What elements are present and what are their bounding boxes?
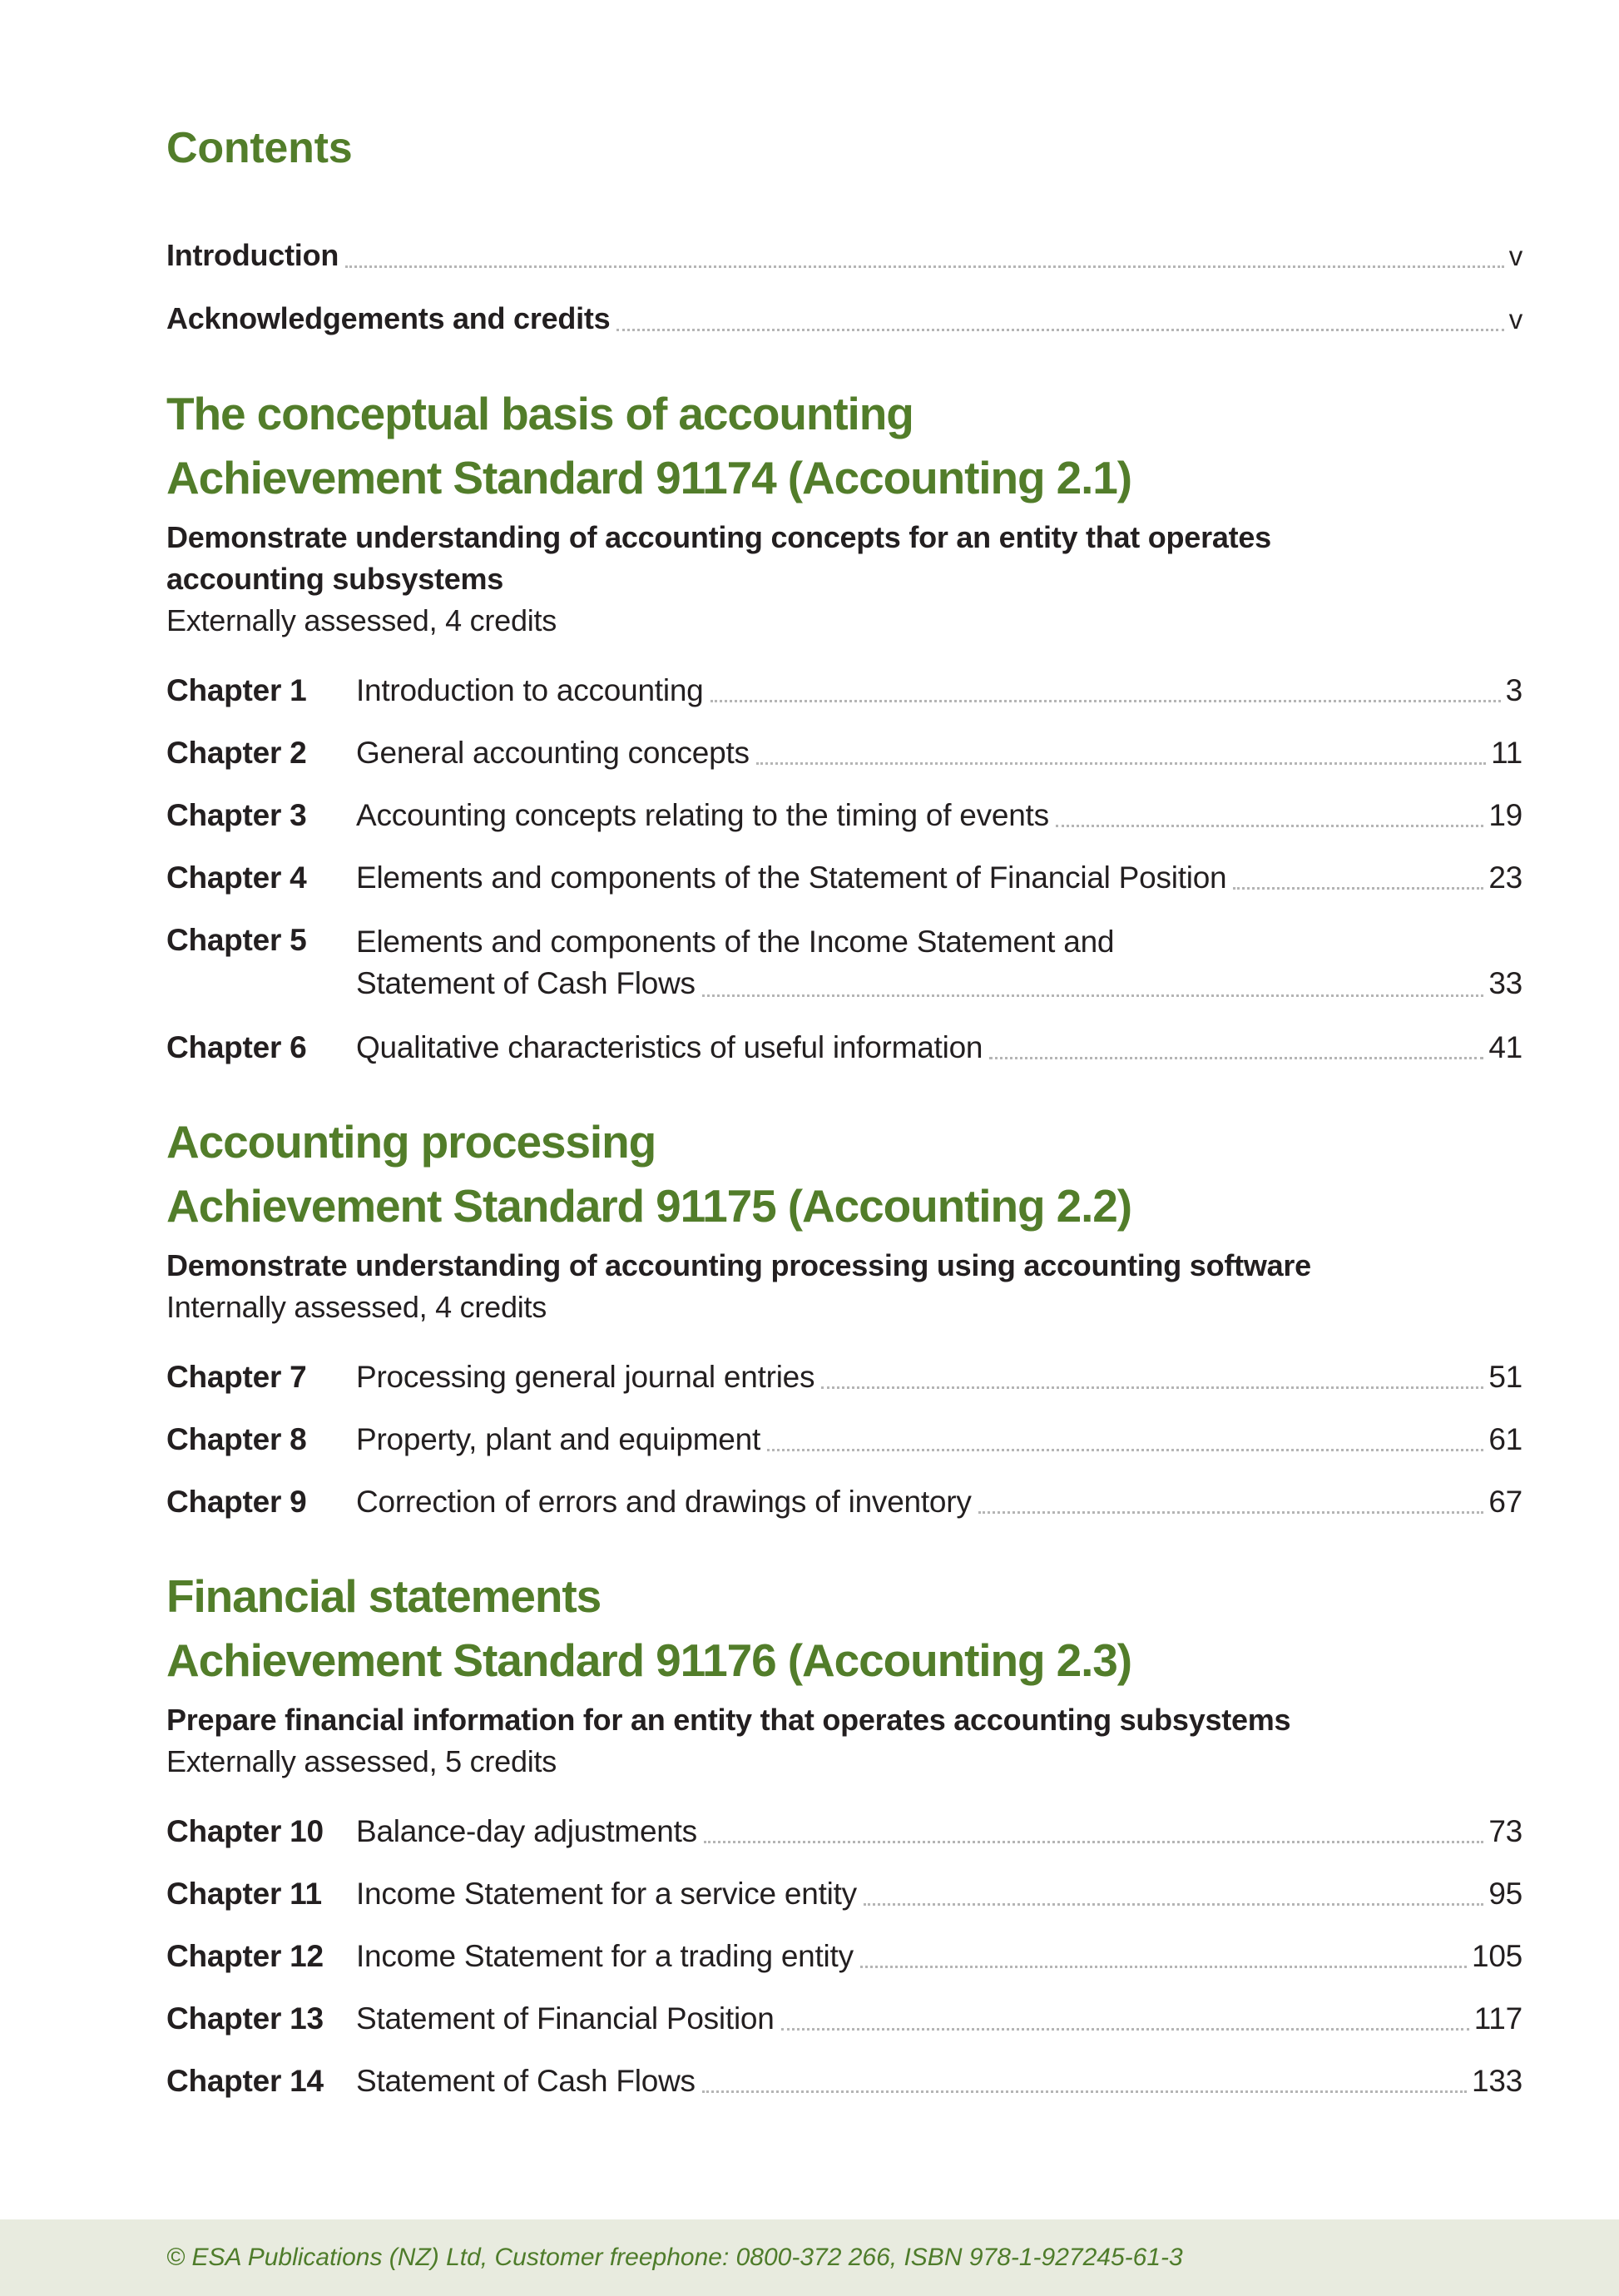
section-heading-line2: Achievement Standard 91176 (Accounting 2.3) <box>166 1634 1132 1686</box>
toc-entry-chapter-6 <box>166 1029 1522 1067</box>
toc-entry-chapter-3 <box>166 796 1522 835</box>
toc-entry-chapter-12 <box>166 1937 1522 1976</box>
section-description: Prepare financial information for an entity that operates accounting subsystems <box>166 1703 1291 1737</box>
chapter-page-number: 133 <box>1471 2064 1522 2098</box>
chapter-title: Elements and components of the Statement of Financial Position <box>356 860 1227 895</box>
dotted-leader <box>978 1511 1484 1514</box>
section-heading <box>166 1110 1522 1238</box>
dotted-leader <box>864 1903 1483 1906</box>
section-conceptual-basis <box>166 382 1522 1067</box>
toc-entry-chapter-8 <box>166 1421 1522 1459</box>
page-content <box>166 125 1522 2125</box>
toc-entry-chapter-13 <box>166 2000 1522 2038</box>
footer-band <box>0 2219 1619 2296</box>
footer-imprint-text: © ESA Publications (NZ) Ltd, Customer freephone: 0800-372 266, ISBN 978-1-927245-61-3 <box>166 2244 1183 2271</box>
toc-entry-label: Introduction <box>166 238 339 272</box>
toc-page-number: v <box>1508 241 1522 271</box>
dotted-leader <box>710 700 1501 702</box>
toc-entry-chapter-7 <box>166 1358 1522 1396</box>
chapter-page-number: 3 <box>1505 673 1522 707</box>
chapter-title-line <box>356 734 1522 772</box>
section-assessment: Externally assessed, 5 credits <box>166 1744 557 1778</box>
dotted-leader <box>702 994 1483 997</box>
chapter-title-line <box>356 1029 1522 1067</box>
toc-page-number: v <box>1508 304 1522 335</box>
dotted-leader <box>616 329 1503 331</box>
section-heading-line1: The conceptual basis of accounting <box>166 388 913 439</box>
chapter-title: Statement of Cash Flows <box>356 966 696 1000</box>
chapter-label: Chapter 5 <box>166 923 307 957</box>
chapter-page-number: 73 <box>1488 1814 1522 1848</box>
section-heading-line1: Accounting processing <box>166 1116 656 1168</box>
toc-entry-chapter-11 <box>166 1875 1522 1913</box>
dotted-leader <box>1056 825 1483 827</box>
dotted-leader <box>345 265 1504 268</box>
chapter-page-number: 51 <box>1488 1360 1522 1394</box>
dotted-leader <box>821 1386 1483 1389</box>
toc-entry-chapter-4 <box>166 859 1522 897</box>
toc-entry-chapter-10 <box>166 1813 1522 1851</box>
toc-entry-label: Acknowledgements and credits <box>166 301 611 335</box>
chapter-page-number: 105 <box>1471 1939 1522 1973</box>
chapter-title-line <box>356 1875 1522 1913</box>
chapter-label: Chapter 7 <box>166 1360 307 1394</box>
chapter-title: Income Statement for a trading entity <box>356 1939 854 1973</box>
toc-entry-chapter-1 <box>166 672 1522 710</box>
chapter-label: Chapter 12 <box>166 1939 324 1973</box>
dotted-leader <box>860 1966 1467 1968</box>
chapter-title-line <box>356 2000 1522 2038</box>
chapter-label: Chapter 13 <box>166 2001 324 2036</box>
section-heading <box>166 382 1522 510</box>
toc-entry-introduction <box>166 236 1522 275</box>
chapter-label: Chapter 2 <box>166 736 307 770</box>
chapter-title-line <box>356 1813 1522 1851</box>
toc-entry-chapter-9 <box>166 1483 1522 1521</box>
chapter-label: Chapter 1 <box>166 673 307 707</box>
chapter-page-number: 95 <box>1488 1877 1522 1911</box>
chapter-page-number: 19 <box>1488 798 1522 832</box>
chapter-title-block <box>356 921 1522 1004</box>
chapter-title-line <box>356 859 1522 897</box>
section-heading-line1: Financial statements <box>166 1570 602 1622</box>
toc-entry-chapter-14 <box>166 2062 1522 2100</box>
chapter-page-number: 33 <box>1488 966 1522 1000</box>
chapter-page-number: 11 <box>1491 736 1522 770</box>
chapter-label: Chapter 8 <box>166 1422 307 1456</box>
chapter-title-line <box>356 1483 1522 1521</box>
chapter-title-line1: Elements and components of the Income Statement and <box>356 925 1115 959</box>
chapter-title-line <box>356 672 1522 710</box>
chapter-label: Chapter 11 <box>166 1877 322 1911</box>
toc-entry-chapter-5 <box>166 921 1522 1004</box>
chapter-title: Statement of Financial Position <box>356 2001 775 2036</box>
dotted-leader <box>756 762 1486 765</box>
chapter-page-number: 67 <box>1488 1485 1522 1519</box>
chapter-page-number: 23 <box>1488 860 1522 895</box>
chapter-list <box>166 672 1522 1067</box>
chapter-title-line <box>356 2062 1522 2100</box>
dotted-leader <box>767 1449 1483 1451</box>
section-description <box>166 517 1414 600</box>
chapter-label: Chapter 14 <box>166 2064 324 2098</box>
chapter-title: Statement of Cash Flows <box>356 2064 696 2098</box>
section-assessment: Internally assessed, 4 credits <box>166 1290 547 1324</box>
chapter-page-number: 41 <box>1488 1030 1522 1064</box>
page-title: Contents <box>166 124 353 172</box>
chapter-title-line <box>356 796 1522 835</box>
section-accounting-processing <box>166 1110 1522 1521</box>
chapter-title: General accounting concepts <box>356 736 750 770</box>
chapter-title-line <box>356 1358 1522 1396</box>
section-description: Demonstrate understanding of accounting processing using accounting software <box>166 1248 1311 1282</box>
chapter-title: Income Statement for a service entity <box>356 1877 857 1911</box>
chapter-title: Processing general journal entries <box>356 1360 815 1394</box>
chapter-label: Chapter 10 <box>166 1814 324 1848</box>
toc-entry-chapter-2 <box>166 734 1522 772</box>
dotted-leader <box>781 2028 1469 2031</box>
chapter-title: Balance-day adjustments <box>356 1814 697 1848</box>
toc-entry-acknowledgements <box>166 300 1522 339</box>
chapter-list <box>166 1813 1522 2100</box>
chapter-label: Chapter 3 <box>166 798 307 832</box>
chapter-label: Chapter 9 <box>166 1485 307 1519</box>
chapter-title: Correction of errors and drawings of inventory <box>356 1485 972 1519</box>
chapter-page-number: 117 <box>1473 2001 1522 2036</box>
chapter-title: Introduction to accounting <box>356 673 704 707</box>
section-heading-line2: Achievement Standard 91175 (Accounting 2.2) <box>166 1180 1132 1232</box>
section-description-line1: Demonstrate understanding of accounting concepts for an entity that operates <box>166 520 1271 554</box>
dotted-leader <box>704 1841 1483 1843</box>
dotted-leader <box>989 1057 1483 1059</box>
chapter-list <box>166 1358 1522 1521</box>
chapter-page-number: 61 <box>1488 1422 1522 1456</box>
section-assessment: Externally assessed, 4 credits <box>166 603 557 637</box>
chapter-title-line2 <box>356 963 1522 1004</box>
chapter-title-line <box>356 1937 1522 1976</box>
dotted-leader <box>1233 887 1483 890</box>
chapter-title-line <box>356 1421 1522 1459</box>
dotted-leader <box>702 2090 1467 2093</box>
section-heading <box>166 1565 1522 1693</box>
section-financial-statements <box>166 1565 1522 2100</box>
chapter-label: Chapter 6 <box>166 1030 307 1064</box>
chapter-title: Qualitative characteristics of useful information <box>356 1030 983 1064</box>
chapter-title: Accounting concepts relating to the timing of events <box>356 798 1049 832</box>
chapter-title: Property, plant and equipment <box>356 1422 761 1456</box>
chapter-label: Chapter 4 <box>166 860 307 895</box>
section-description-line2: accounting subsystems <box>166 562 504 596</box>
section-heading-line2: Achievement Standard 91174 (Accounting 2.1) <box>166 452 1132 503</box>
